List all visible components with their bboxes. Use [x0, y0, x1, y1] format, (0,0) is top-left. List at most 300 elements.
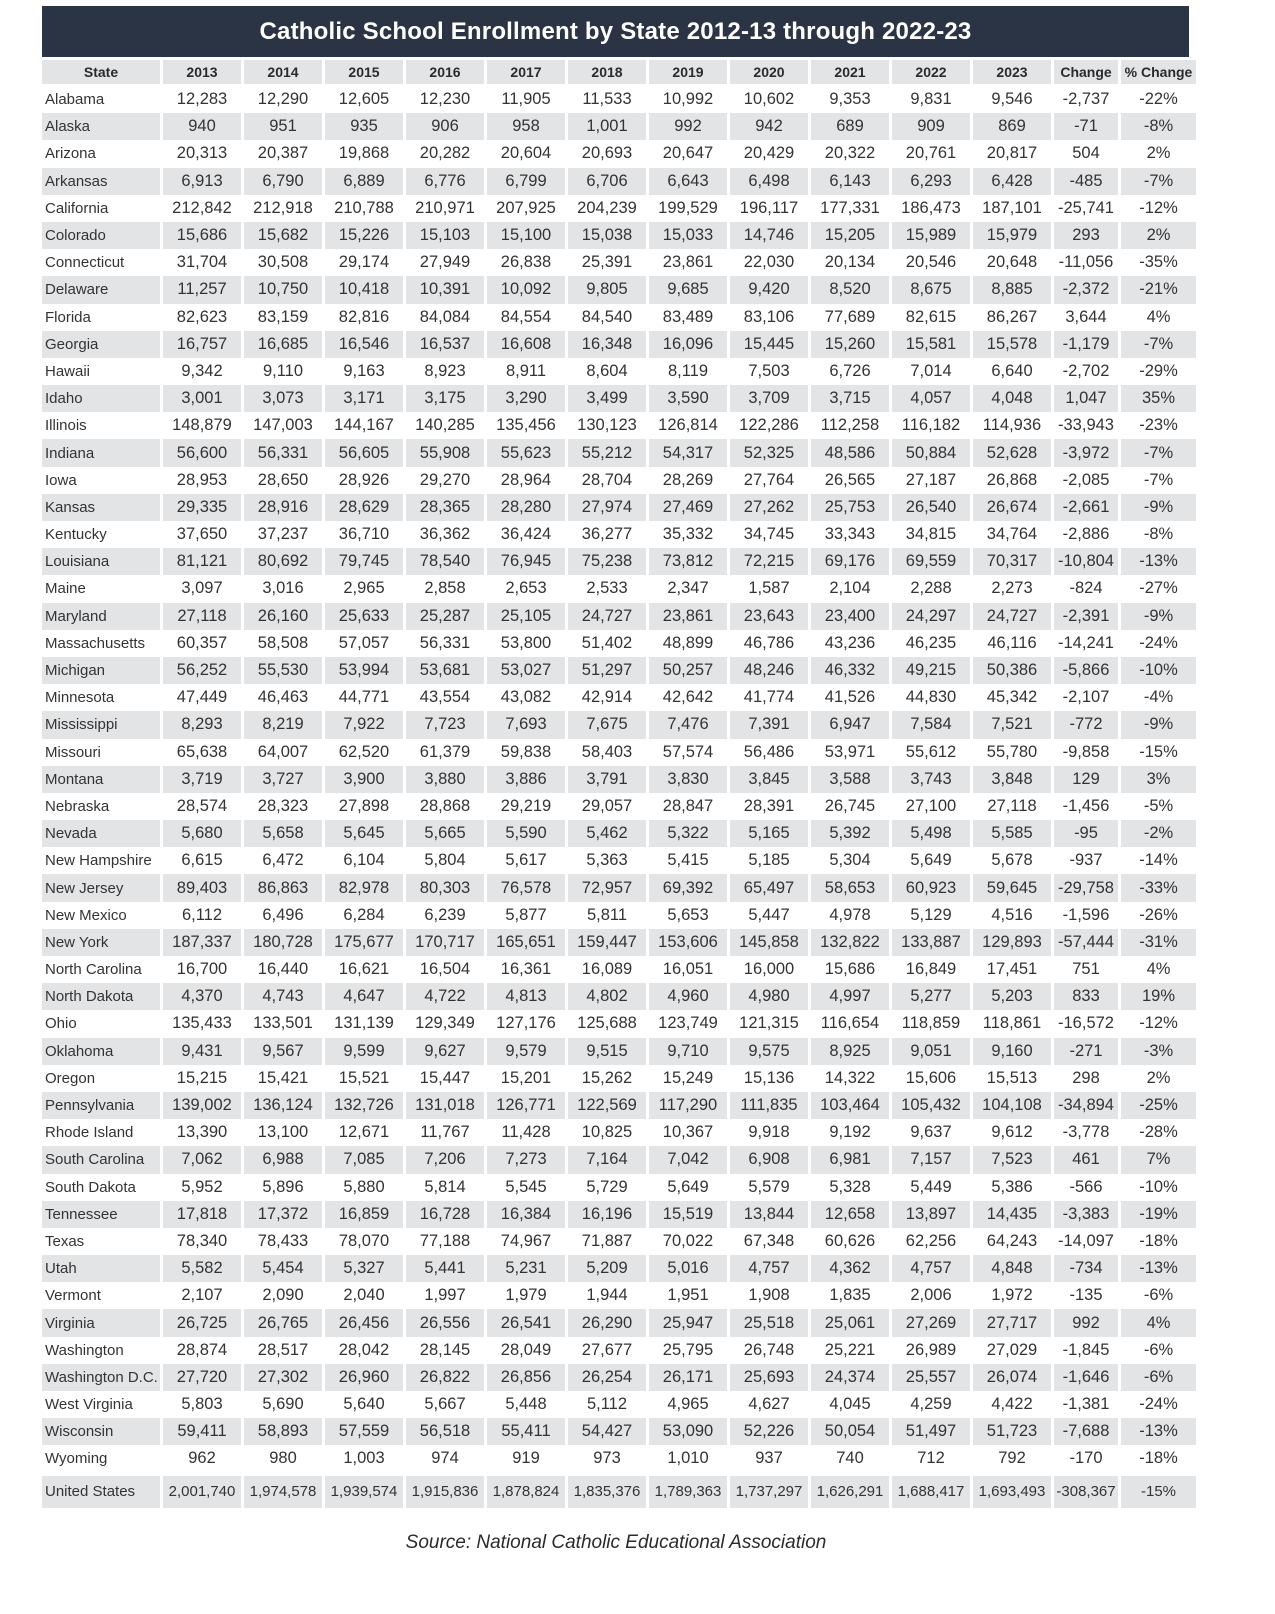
value-cell: -8% [1121, 113, 1196, 140]
state-name-cell: Vermont [45, 1287, 101, 1305]
value-cell: 34,764 [986, 525, 1038, 544]
value-cell: 4,259 [910, 1395, 952, 1414]
total-label-cell: United States [42, 1473, 160, 1508]
value-cell: 1,835 [829, 1286, 871, 1305]
state-name-cell: Indiana [42, 439, 160, 466]
total-value-cell: 2,001,740 [163, 1473, 241, 1508]
state-name-cell: Florida [45, 308, 91, 326]
value-cell: 5,441 [406, 1255, 484, 1282]
value-cell: 46,786 [743, 633, 795, 652]
value-cell: 10,602 [743, 90, 795, 109]
value-cell: 56,486 [743, 742, 795, 761]
value-cell: 6,472 [262, 851, 304, 870]
value-cell: 4,802 [568, 983, 646, 1010]
value-cell: 5,448 [505, 1395, 547, 1414]
table-row [42, 1391, 1196, 1418]
value-cell: 3,644 [1065, 307, 1107, 326]
value-cell: 4,627 [748, 1395, 790, 1414]
value-cell: 10,992 [662, 90, 714, 109]
value-cell: 6,496 [262, 905, 304, 924]
value-cell: 177,331 [820, 198, 880, 217]
value-cell: 84,540 [581, 307, 633, 326]
value-cell: 9,051 [892, 1038, 970, 1065]
value-cell: 15,421 [257, 1068, 309, 1087]
value-cell: 7,157 [892, 1146, 970, 1173]
value-cell: 26,822 [406, 1364, 484, 1391]
value-cell: 89,403 [163, 874, 241, 901]
value-cell: 1,972 [991, 1286, 1033, 1305]
total-value-cell: 1,688,417 [892, 1473, 970, 1508]
value-cell: 5,590 [487, 820, 565, 847]
total-value-cell: 1,915,836 [406, 1473, 484, 1508]
value-cell: -21% [1121, 276, 1196, 303]
column-header: 2019 [649, 60, 727, 86]
value-cell: 6,981 [811, 1146, 889, 1173]
value-cell: 26,868 [986, 470, 1038, 489]
value-cell: 55,780 [986, 742, 1038, 761]
value-cell: -6% [1121, 1364, 1196, 1391]
value-cell: 6,640 [991, 361, 1033, 380]
column-header: % Change [1121, 60, 1196, 86]
value-cell: 29,219 [500, 796, 552, 815]
value-cell: 5,582 [163, 1255, 241, 1282]
value-cell: 132,822 [811, 929, 889, 956]
value-cell: 50,054 [811, 1418, 889, 1445]
value-cell: 27,029 [986, 1340, 1038, 1359]
value-cell: 20,282 [419, 144, 471, 163]
value-cell: -22% [1139, 90, 1178, 109]
value-cell: 27,118 [987, 796, 1037, 815]
value-cell: -2,372 [1054, 276, 1118, 303]
value-cell: 78,433 [257, 1231, 309, 1250]
value-cell: 6,799 [487, 168, 565, 195]
value-cell: 43,236 [824, 633, 876, 652]
value-cell: 12,605 [338, 90, 390, 109]
value-cell: -2,702 [1062, 361, 1110, 380]
value-cell: 25,753 [811, 494, 889, 521]
value-cell: -31% [1121, 929, 1196, 956]
value-cell: 125,688 [577, 1014, 637, 1033]
value-cell: 4,722 [406, 983, 484, 1010]
value-cell: 54,427 [568, 1418, 646, 1445]
state-name-cell: Arizona [45, 145, 96, 163]
value-cell: 37,650 [176, 525, 228, 544]
state-name-cell: Idaho [42, 385, 160, 412]
value-cell: 962 [188, 1449, 216, 1468]
table-row [42, 1445, 1196, 1472]
value-cell: 3,016 [262, 579, 304, 598]
value-cell: -34,894 [1054, 1092, 1118, 1119]
value-cell: 16,621 [338, 960, 390, 979]
state-name-cell: New Jersey [42, 874, 160, 901]
table-row [42, 630, 1196, 657]
table-row [42, 168, 1196, 195]
value-cell: 7,164 [568, 1146, 646, 1173]
table-row [42, 304, 1196, 331]
value-cell: 58,508 [257, 633, 309, 652]
value-cell: 5,880 [343, 1177, 385, 1196]
table-row [42, 711, 1196, 738]
value-cell: 751 [1072, 960, 1100, 979]
value-cell: 117,290 [649, 1092, 727, 1119]
table-row [42, 140, 1196, 167]
value-cell: 25,391 [581, 253, 633, 272]
state-name-cell: Utah [42, 1255, 160, 1282]
value-cell: 7,503 [748, 361, 790, 380]
value-cell: 26,745 [824, 796, 876, 815]
value-cell: 71,887 [581, 1231, 633, 1250]
value-cell: -13% [1121, 548, 1196, 575]
value-cell: 9,710 [649, 1038, 727, 1065]
value-cell: 31,704 [176, 253, 228, 272]
value-cell: 2,006 [910, 1286, 952, 1305]
value-cell: -25,741 [1058, 198, 1114, 217]
table-row [42, 766, 1196, 793]
value-cell: -71 [1054, 113, 1118, 140]
value-cell: 27,898 [338, 796, 390, 815]
value-cell: 27,469 [649, 494, 727, 521]
value-cell: 53,800 [500, 633, 552, 652]
value-cell: 28,964 [500, 470, 552, 489]
value-cell: 25,795 [662, 1340, 714, 1359]
value-cell: 55,530 [244, 657, 322, 684]
table-row [42, 1255, 1196, 1282]
value-cell: 15,201 [500, 1068, 552, 1087]
value-cell: 3,590 [649, 385, 727, 412]
value-cell: 2,273 [991, 579, 1033, 598]
value-cell: 13,897 [892, 1201, 970, 1228]
value-cell: 118,861 [982, 1014, 1042, 1033]
value-cell: 8,119 [667, 361, 709, 380]
table-row [42, 874, 1196, 901]
value-cell: 461 [1054, 1146, 1118, 1173]
value-cell: -9% [1121, 711, 1196, 738]
value-cell: 29,270 [419, 470, 471, 489]
state-name-cell: Louisiana [42, 548, 160, 575]
table-row [42, 575, 1196, 602]
value-cell: 59,645 [973, 874, 1051, 901]
table-row [42, 1337, 1196, 1364]
value-cell: 3,001 [163, 385, 241, 412]
value-cell: 36,424 [500, 525, 552, 544]
value-cell: 36,277 [581, 525, 633, 544]
value-cell: 7,042 [649, 1146, 727, 1173]
value-cell: 7,273 [487, 1146, 565, 1173]
value-cell: 58,893 [244, 1418, 322, 1445]
state-name-cell: Montana [42, 766, 160, 793]
value-cell: 44,830 [905, 688, 957, 707]
value-cell: 6,776 [406, 168, 484, 195]
value-cell: -95 [1054, 820, 1118, 847]
value-cell: 136,124 [244, 1092, 322, 1119]
table-row [42, 331, 1196, 358]
value-cell: 4,048 [973, 385, 1051, 412]
value-cell: -12% [1139, 198, 1178, 217]
table-row [42, 1119, 1196, 1146]
value-cell: 20,387 [257, 144, 309, 163]
value-cell: 15,989 [892, 222, 970, 249]
value-cell: 26,748 [743, 1340, 795, 1359]
value-cell: 2,965 [343, 579, 385, 598]
value-cell: 2% [1121, 222, 1196, 249]
value-cell: -14% [1139, 851, 1178, 870]
value-cell: 212,918 [253, 198, 313, 217]
state-name-cell: Rhode Island [45, 1124, 134, 1142]
value-cell: 992 [649, 113, 727, 140]
value-cell: 78,540 [406, 548, 484, 575]
value-cell: 19,868 [338, 144, 390, 163]
value-cell: 170,717 [406, 929, 484, 956]
state-name-cell: New Mexico [45, 906, 127, 924]
value-cell: 9,831 [910, 90, 952, 109]
value-cell: 3,499 [568, 385, 646, 412]
state-name-cell: Illinois [45, 417, 87, 435]
value-cell: 122,569 [568, 1092, 646, 1119]
value-cell: 992 [1054, 1309, 1118, 1336]
value-cell: 28,868 [419, 796, 471, 815]
value-cell: 78,070 [338, 1231, 390, 1250]
value-cell: 53,027 [487, 657, 565, 684]
value-cell: 5,322 [649, 820, 727, 847]
value-cell: 48,586 [811, 439, 889, 466]
value-cell: -2,085 [1062, 470, 1110, 489]
value-cell: 4,757 [730, 1255, 808, 1282]
value-cell: 15,260 [811, 331, 889, 358]
value-cell: 29,057 [581, 796, 633, 815]
value-cell: 26,725 [163, 1309, 241, 1336]
value-cell: 3,175 [406, 385, 484, 412]
value-cell: 12,230 [419, 90, 471, 109]
value-cell: 3,715 [811, 385, 889, 412]
value-cell: 2,653 [505, 579, 547, 598]
value-cell: 147,003 [253, 416, 313, 435]
value-cell: 43,554 [419, 688, 471, 707]
value-cell: -13% [1121, 1418, 1196, 1445]
value-cell: 175,677 [325, 929, 403, 956]
value-cell: -824 [1069, 579, 1103, 598]
value-cell: -27% [1139, 579, 1178, 598]
value-cell: 14,435 [973, 1201, 1051, 1228]
value-cell: 5,678 [991, 851, 1033, 870]
table-row [42, 657, 1196, 684]
value-cell: 204,239 [577, 198, 637, 217]
value-cell: 55,908 [406, 439, 484, 466]
value-cell: 689 [811, 113, 889, 140]
value-cell: 122,286 [739, 416, 799, 435]
value-cell: 15,686 [824, 960, 876, 979]
value-cell: 15,682 [244, 222, 322, 249]
enrollment-table [39, 60, 1199, 1508]
value-cell: 25,287 [406, 603, 484, 630]
table-row [42, 412, 1196, 439]
value-cell: 5,649 [667, 1177, 709, 1196]
value-cell: 6,143 [811, 168, 889, 195]
column-header: 2023 [973, 60, 1051, 86]
value-cell: 8,923 [424, 361, 466, 380]
value-cell: 28,365 [406, 494, 484, 521]
value-cell: 10,092 [487, 276, 565, 303]
value-cell: 26,074 [973, 1364, 1051, 1391]
value-cell: 26,171 [649, 1364, 727, 1391]
state-name-cell: Pennsylvania [42, 1092, 160, 1119]
value-cell: 29,335 [163, 494, 241, 521]
value-cell: 69,392 [649, 874, 727, 901]
value-cell: 16,348 [568, 331, 646, 358]
value-cell: 86,267 [986, 307, 1038, 326]
value-cell: 26,856 [487, 1364, 565, 1391]
value-cell: 23,643 [730, 603, 808, 630]
value-cell: 133,887 [892, 929, 970, 956]
value-cell: 26,254 [568, 1364, 646, 1391]
value-cell: 9,546 [991, 90, 1033, 109]
value-cell: 36,710 [338, 525, 390, 544]
column-header: 2020 [730, 60, 808, 86]
value-cell: -19% [1121, 1201, 1196, 1228]
value-cell: 51,297 [568, 657, 646, 684]
value-cell: 4,813 [487, 983, 565, 1010]
value-cell: -29% [1139, 361, 1178, 380]
value-cell: 935 [325, 113, 403, 140]
value-cell: 869 [973, 113, 1051, 140]
value-cell: 1,997 [424, 1286, 466, 1305]
state-name-cell: North Dakota [42, 983, 160, 1010]
value-cell: 67,348 [743, 1231, 795, 1250]
value-cell: 16,728 [406, 1201, 484, 1228]
table-row [42, 113, 1196, 140]
value-cell: 5,277 [892, 983, 970, 1010]
value-cell: 3,588 [811, 766, 889, 793]
value-cell: 28,517 [257, 1340, 309, 1359]
value-cell: 48,899 [662, 633, 714, 652]
value-cell: 60,357 [176, 633, 228, 652]
value-cell: 28,042 [338, 1340, 390, 1359]
table-row [42, 983, 1196, 1010]
value-cell: 5,653 [667, 905, 709, 924]
value-cell: 9,515 [568, 1038, 646, 1065]
value-cell: 5,811 [586, 905, 628, 924]
state-name-cell: Washington D.C. [42, 1364, 160, 1391]
state-name-cell: West Virginia [45, 1396, 133, 1414]
table-row [42, 1038, 1196, 1065]
value-cell: 51,723 [973, 1418, 1051, 1445]
state-name-cell: Missouri [45, 743, 101, 761]
value-cell: 131,139 [334, 1014, 394, 1033]
value-cell: 10,750 [244, 276, 322, 303]
value-cell: -4% [1143, 688, 1174, 707]
value-cell: 25,633 [325, 603, 403, 630]
state-name-cell: Delaware [42, 276, 160, 303]
value-cell: -566 [1069, 1177, 1103, 1196]
table-row [42, 1092, 1196, 1119]
table-row [42, 86, 1196, 113]
value-cell: 1,979 [505, 1286, 547, 1305]
value-cell: 3,880 [406, 766, 484, 793]
value-cell: 46,463 [257, 688, 309, 707]
value-cell: 5,803 [181, 1395, 223, 1414]
value-cell: 130,123 [577, 416, 637, 435]
state-name-cell: Ohio [45, 1015, 77, 1033]
state-name-cell: Oklahoma [42, 1038, 160, 1065]
value-cell: 504 [1072, 144, 1100, 163]
value-cell: 210,971 [415, 198, 475, 217]
value-cell: 77,689 [824, 307, 876, 326]
value-cell: 5,617 [505, 851, 547, 870]
value-cell: 81,121 [163, 548, 241, 575]
value-cell: 28,847 [662, 796, 714, 815]
value-cell: 30,508 [257, 253, 309, 272]
column-header: 2016 [406, 60, 484, 86]
state-name-cell: Mississippi [42, 711, 160, 738]
value-cell: 144,167 [334, 416, 394, 435]
value-cell: 52,628 [973, 439, 1051, 466]
value-cell: 105,432 [892, 1092, 970, 1119]
value-cell: 14,746 [730, 222, 808, 249]
value-cell: 5,203 [973, 983, 1051, 1010]
value-cell: 6,790 [244, 168, 322, 195]
value-cell: 14,322 [824, 1068, 876, 1087]
value-cell: -28% [1139, 1123, 1178, 1142]
value-cell: 4,743 [244, 983, 322, 1010]
value-cell: -26% [1139, 905, 1178, 924]
value-cell: 56,331 [244, 439, 322, 466]
value-cell: 15,262 [581, 1068, 633, 1087]
value-cell: 5,185 [748, 851, 790, 870]
value-cell: 186,473 [901, 198, 961, 217]
value-cell: 15,447 [419, 1068, 471, 1087]
value-cell: 129,893 [973, 929, 1051, 956]
value-cell: 1,587 [748, 579, 790, 598]
value-cell: 5,690 [262, 1395, 304, 1414]
value-cell: 27,262 [730, 494, 808, 521]
value-cell: 1,003 [343, 1449, 385, 1468]
value-cell: 64,243 [986, 1231, 1038, 1250]
value-cell: 5,462 [568, 820, 646, 847]
table-row [42, 195, 1196, 222]
value-cell: 6,112 [181, 905, 223, 924]
value-cell: 111,835 [730, 1092, 808, 1119]
value-cell: 23,861 [662, 253, 714, 272]
value-cell: 16,196 [568, 1201, 646, 1228]
value-cell: 16,608 [487, 331, 565, 358]
table-row [42, 793, 1196, 820]
value-cell: 33,343 [824, 525, 876, 544]
value-cell: 4% [1146, 307, 1171, 326]
value-cell: 20,817 [986, 144, 1038, 163]
value-cell: 2,104 [829, 579, 871, 598]
state-name-cell: New York [42, 929, 160, 956]
value-cell: -3,972 [1054, 439, 1118, 466]
value-cell: 112,258 [820, 416, 880, 435]
value-cell: -6% [1143, 1286, 1174, 1305]
column-header: 2018 [568, 60, 646, 86]
value-cell: 72,215 [730, 548, 808, 575]
value-cell: 187,337 [163, 929, 241, 956]
value-cell: 1,944 [586, 1286, 628, 1305]
value-cell: -57,444 [1054, 929, 1118, 956]
value-cell: 45,342 [986, 688, 1038, 707]
value-cell: 196,117 [739, 198, 799, 217]
value-cell: 84,084 [419, 307, 471, 326]
value-cell: 69,176 [811, 548, 889, 575]
value-cell: 13,844 [730, 1201, 808, 1228]
total-value-cell: 1,737,297 [730, 1473, 808, 1508]
value-cell: 126,771 [487, 1092, 565, 1119]
value-cell: 15,606 [905, 1068, 957, 1087]
value-cell: 11,257 [163, 276, 241, 303]
column-header: 2021 [811, 60, 889, 86]
value-cell: 11,428 [501, 1123, 551, 1142]
table-row [42, 956, 1196, 983]
